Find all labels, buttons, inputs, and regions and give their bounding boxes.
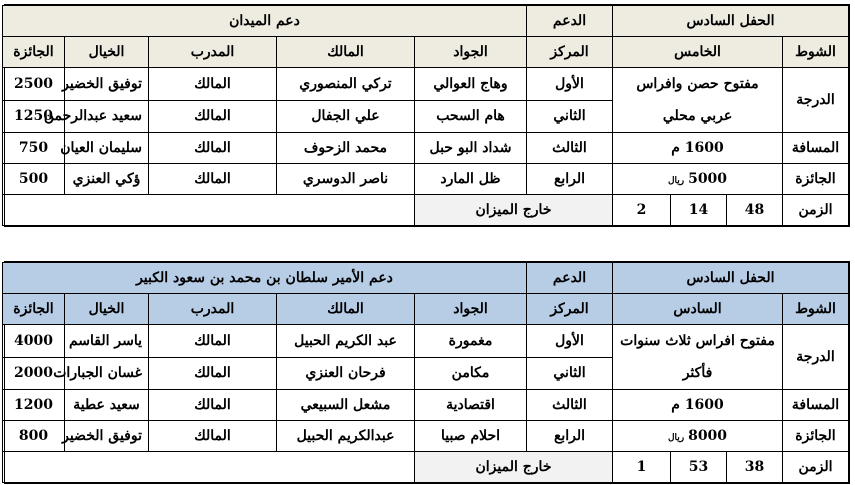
result-position: الرابع: [527, 421, 613, 452]
distance-value: 1600 م: [613, 390, 783, 421]
support-label: الدعم: [527, 6, 613, 37]
result-jockey: سعيد عطية: [65, 390, 149, 421]
result-position: الثاني: [527, 100, 613, 133]
result-owner: علي الجفال: [277, 100, 415, 133]
result-reward: 2500: [2, 68, 64, 101]
result-reward: 750: [2, 133, 64, 164]
reward-header: الجائزة: [2, 37, 64, 68]
race-number: السادس: [613, 294, 783, 325]
position-header: المركز: [527, 294, 613, 325]
race-card-1: [4, 4, 850, 227]
result-owner: فرحان العنزي: [277, 357, 415, 390]
horse-header: الجواد: [415, 37, 527, 68]
time-min: 1: [613, 452, 671, 483]
result-owner: محمد الزحوف: [277, 133, 415, 164]
result-reward: 1200: [3, 390, 65, 421]
result-reward: 800: [3, 421, 65, 452]
result-jockey: ؤكي العنزي: [65, 164, 149, 195]
time-label: الزمن: [783, 452, 849, 483]
result-owner: تركي المنصوري: [277, 68, 415, 101]
currency: ريال: [667, 176, 685, 186]
prize-label: الجائزة: [783, 421, 849, 452]
time-ms: 38: [727, 452, 783, 483]
result-jockey: توفيق الخضير: [65, 68, 149, 101]
trainer-header: المدرب: [149, 294, 277, 325]
result-reward: 2000: [3, 357, 65, 390]
support-name: دعم الميدان: [2, 6, 526, 37]
support-name: دعم الأمير سلطان بن محمد بن سعود الكبير: [3, 263, 527, 294]
time-ms: 48: [727, 195, 783, 226]
result-horse: وهاج العوالي: [415, 68, 527, 101]
result-trainer: المالك: [149, 164, 277, 195]
owner-header: المالك: [277, 37, 415, 68]
result-horse: مغمورة: [415, 325, 527, 358]
result-position: الرابع: [527, 164, 613, 195]
result-trainer: المالك: [149, 133, 277, 164]
result-reward: 4000: [3, 325, 65, 358]
result-owner: عبد الكريم الحبيل: [277, 325, 415, 358]
owner-header: المالك: [277, 294, 415, 325]
prize-value: [613, 421, 783, 452]
result-trainer: المالك: [149, 390, 277, 421]
distance-value: 1600 م: [613, 133, 783, 164]
result-owner: عبدالكريم الحبيل: [277, 421, 415, 452]
result-position: الأول: [527, 325, 613, 358]
race-number: الخامس: [613, 37, 783, 68]
result-owner: مشعل السبيعي: [277, 390, 415, 421]
distance-label: المسافة: [783, 133, 849, 164]
grade-label: الدرجة: [783, 325, 849, 390]
result-trainer: المالك: [149, 421, 277, 452]
prize-value: [613, 164, 783, 195]
race-table-1: [2, 5, 849, 226]
result-trainer: المالك: [149, 68, 277, 101]
reward-header: الجائزة: [3, 294, 65, 325]
result-jockey: سعيد عبدالرحمن: [65, 100, 149, 133]
empty-cell: [3, 452, 415, 483]
jockey-header: الخيال: [65, 294, 149, 325]
result-horse: ظل المارد: [415, 164, 527, 195]
result-jockey: سليمان العيان: [65, 133, 149, 164]
result-horse: اقتصادية: [415, 390, 527, 421]
weight-note: خارج الميزان: [415, 195, 613, 226]
prize-amount: 8000: [688, 428, 728, 444]
result-horse: احلام صبيا: [415, 421, 527, 452]
race-table-2: [2, 262, 849, 483]
result-jockey: ياسر القاسم: [65, 325, 149, 358]
result-position: الثالث: [527, 390, 613, 421]
time-sec: 53: [671, 452, 727, 483]
empty-cell: [2, 195, 414, 226]
result-jockey: توفيق الخضير: [65, 421, 149, 452]
result-owner: ناصر الدوسري: [277, 164, 415, 195]
distance-label: المسافة: [783, 390, 849, 421]
time-label: الزمن: [783, 195, 849, 226]
result-reward: 500: [2, 164, 64, 195]
result-position: الثاني: [527, 357, 613, 390]
result-horse: مكامن: [415, 357, 527, 390]
horse-header: الجواد: [415, 294, 527, 325]
time-min: 2: [613, 195, 671, 226]
currency: ريال: [667, 433, 685, 443]
prize-amount: 5000: [688, 171, 728, 187]
result-reward: 1250: [2, 100, 64, 133]
result-horse: هام السحب: [415, 100, 527, 133]
result-trainer: المالك: [149, 325, 277, 358]
grade-label: الدرجة: [783, 68, 849, 133]
trainer-header: المدرب: [149, 37, 277, 68]
time-sec: 14: [671, 195, 727, 226]
jockey-header: الخيال: [65, 37, 149, 68]
position-header: المركز: [527, 37, 613, 68]
meeting-title: الحفل السادس: [613, 263, 849, 294]
result-horse: شداد البو حبل: [415, 133, 527, 164]
grade-value: مفتوح افراس ثلاث سنوات فأكثر: [613, 325, 783, 390]
weight-note: خارج الميزان: [415, 452, 613, 483]
grade-value: مفتوح حصن وافراس عربي محلي: [613, 68, 783, 133]
meeting-title: الحفل السادس: [613, 6, 849, 37]
result-position: الأول: [527, 68, 613, 101]
result-trainer: المالك: [149, 100, 277, 133]
support-label: الدعم: [527, 263, 613, 294]
result-trainer: المالك: [149, 357, 277, 390]
result-jockey: غسان الجبارات: [65, 357, 149, 390]
section-label: الشوط: [783, 294, 849, 325]
result-position: الثالث: [527, 133, 613, 164]
section-label: الشوط: [783, 37, 849, 68]
prize-label: الجائزة: [783, 164, 849, 195]
race-card-2: [4, 261, 850, 484]
